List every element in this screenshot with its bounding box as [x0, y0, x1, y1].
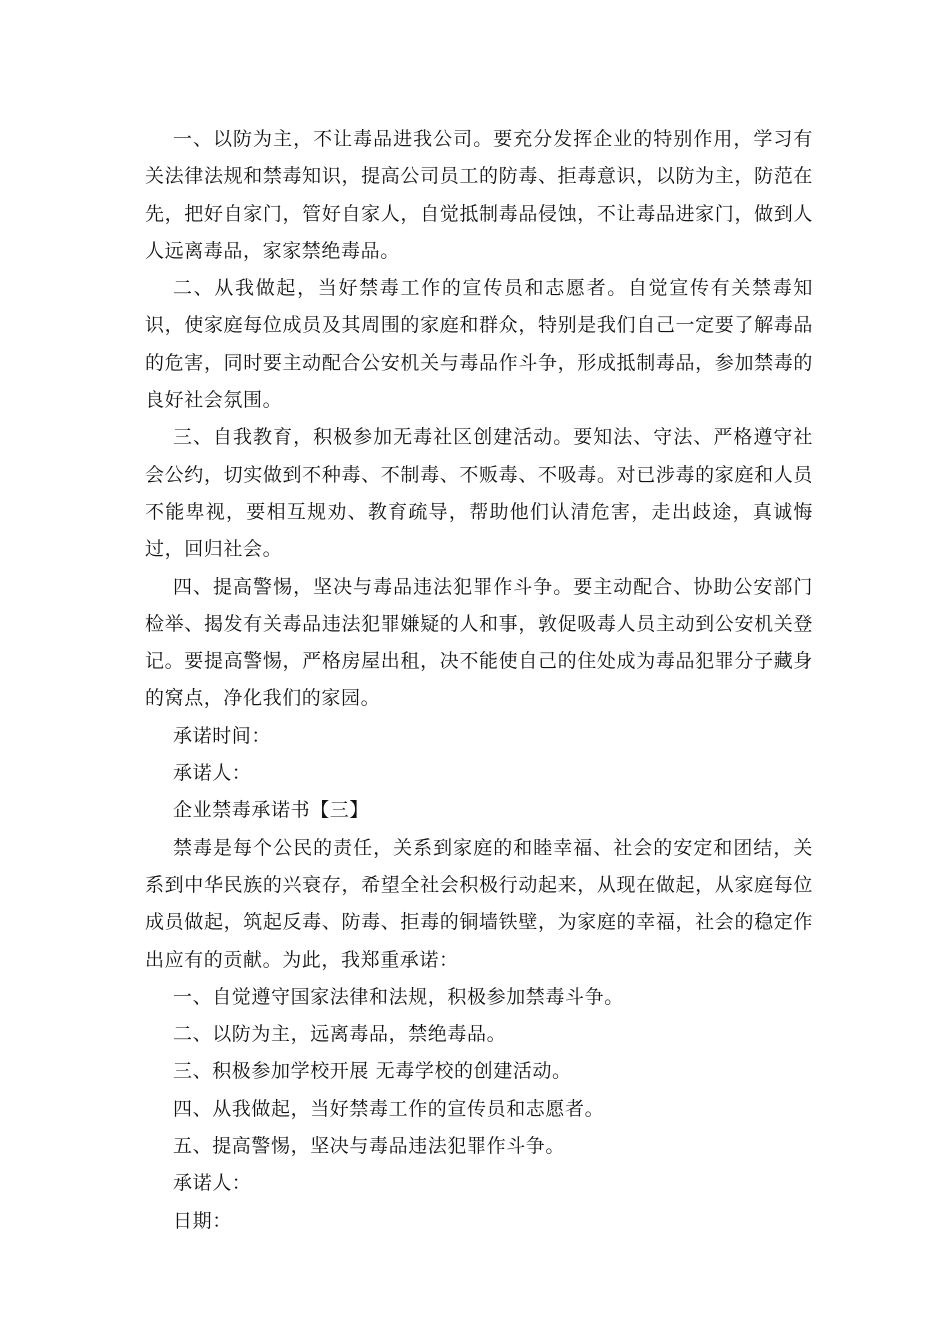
promise-item-4: 四、从我做起，当好禁毒工作的宣传员和志愿者。: [173, 1097, 605, 1120]
paragraph-3: 三、自我教育，积极参加无毒社区创建活动。要知法、守法、严格遵守社会公约，切实做到不种毒、不制毒、不贩毒、不吸毒。对已涉毒的家庭和人员不能卑视，要相互规劝、教育疏导，帮助他们认清危害，走出歧途，真诚悔过，回归社会。: [145, 426, 813, 561]
promise-time-label: 承诺时间：: [173, 724, 272, 747]
paragraph-1: 一、以防为主，不让毒品进我公司。要充分发挥企业的特别作用，学习有关法律法规和禁毒知识，提高公司员工的防毒、拒毒意识，以防为主，防范在先，把好自家门，管好自家人，自觉抵制毒品侵蚀，不让毒品进家门，做到人人远离毒品，家家禁绝毒品。: [145, 128, 813, 262]
promise-item-3: 三、积极参加学校开展 无毒学校的创建活动。: [173, 1060, 572, 1083]
promiser-label: 承诺人：: [173, 762, 252, 785]
promiser-label-2: 承诺人：: [173, 1172, 252, 1195]
paragraph-4: 四、提高警惕，坚决与毒品违法犯罪作斗争。要主动配合、协助公安部门检举、揭发有关毒品违法犯罪嫌疑的人和事，敦促吸毒人员主动到公安机关登记。要提高警惕，严格房屋出租，决不能使自己的住处成为毒品犯罪分子藏身的窝点，净化我们的家园。: [145, 575, 813, 710]
paragraph-2: 二、从我做起，当好禁毒工作的宣传员和志愿者。自觉宣传有关禁毒知识，使家庭每位成员及其周围的家庭和群众，特别是我们自己一定要了解毒品的危害，同时要主动配合公安机关与毒品作斗争，形成抵制毒品，参加禁毒的良好社会氛围。: [145, 277, 813, 412]
intro-paragraph: 禁毒是每个公民的责任，关系到家庭的和睦幸福、社会的安定和团结，关系到中华民族的兴衰存，希望全社会积极行动起来，从现在做起，从家庭每位成员做起，筑起反毒、防毒、拒毒的铜墙铁壁，为家庭的幸福，社会的稳定作出应有的贡献。为此，我郑重承诺：: [145, 836, 813, 971]
section-title: 企业禁毒承诺书【三】: [173, 799, 370, 822]
promise-item-5: 五、提高警惕，坚决与毒品违法犯罪作斗争。: [173, 1135, 566, 1158]
document-body: [145, 121, 813, 1240]
promise-item-2: 二、以防为主，远离毒品，禁绝毒品。: [173, 1023, 507, 1046]
promise-item-1: 一、自觉遵守国家法律和法规，积极参加禁毒斗争。: [173, 985, 624, 1008]
date-label: 日期：: [173, 1209, 232, 1232]
